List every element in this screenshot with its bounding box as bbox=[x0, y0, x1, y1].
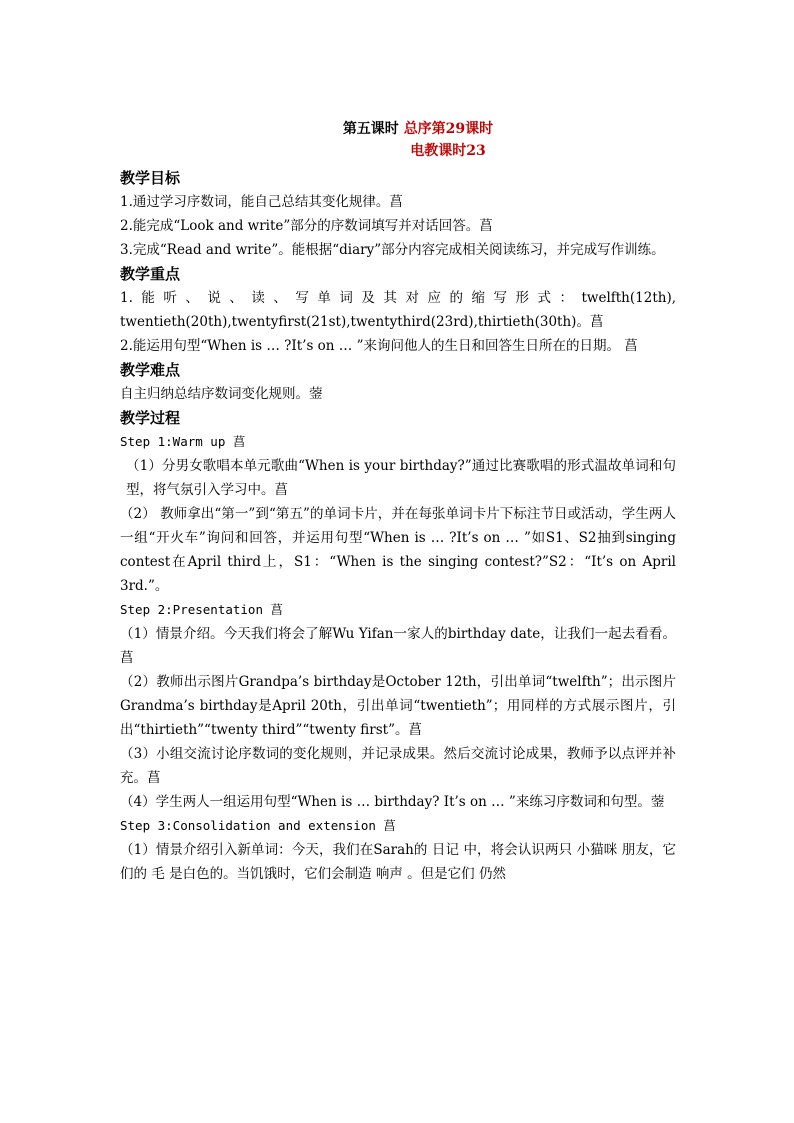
step1-item: （2） 教师拿出“第一”到“第五”的单词卡片，并在每张单词卡片下标注节日或活动，学生两人一组“开火车”询问和回答，并运用句型“When is … ?It’s on … ”如S1、S2抽到singing contest在April third上，S1：“When is the singing contest?”S2：“It’s on April 3rd.”。 bbox=[120, 506, 676, 594]
goal-item: 2.能完成“Look and write”部分的序数词填写并对话回答。菖 bbox=[120, 218, 493, 234]
key-point-item: 2.能运用句型“When is … ?It’s on … ”来询问他人的生日和回答生日所在的日期。 菖 bbox=[120, 338, 638, 354]
lesson-title-prefix: 第五课时 bbox=[342, 121, 399, 137]
key-point-item: 1.能听、说、读、写单词及其对应的缩写形式：twelfth(12th), twentieth(20th),twentyfirst(21st),twentythird(23rd),thirtieth(30th)。菖 bbox=[120, 290, 676, 330]
goal-item: 3.完成“Read and write”。能根据“diary”部分内容完成相关阅读练习，并完成写作训练。 bbox=[120, 242, 665, 258]
lesson-subtitle: 电教课时23 bbox=[410, 143, 486, 159]
step2-title: Step 2:Presentation 菖 bbox=[120, 602, 284, 617]
process-heading: 教学过程 bbox=[120, 409, 181, 427]
step3-item: （1）情景介绍引入新单词：今天，我们在Sarah的 日记 中，将会认识两只 小猫咪 朋友，它们的 毛 是白色的。当饥饿时，它们会制造 响声 。但是它们 仍然 bbox=[120, 842, 676, 882]
step2-item: （1）情景介绍。今天我们将会了解Wu Yifan一家人的birthday date，让我们一起去看看。菖 bbox=[120, 626, 676, 666]
goals-heading: 教学目标 bbox=[120, 169, 181, 187]
lesson-title bbox=[160, 118, 676, 140]
step2-item: （2）教师出示图片Grandpa’s birthday是October 12th，引出单词“twelfth”；出示图片Grandma’s birthday是April 20th，引出单词“twentieth”；用同样的方式展示图片，引出“thirtieth”“twenty third”“twenty first”。菖 bbox=[120, 674, 676, 738]
step1-item: （1）分男女歌唱本单元歌曲“When is your birthday?”通过比赛歌唱的形式温故单词和句型，将气氛引入学习中。菖 bbox=[126, 458, 676, 498]
step2-item: （3）小组交流讨论序数词的变化规则，并记录成果。然后交流讨论成果，教师予以点评并补充。菖 bbox=[120, 746, 676, 786]
step2-item: （4）学生两人一组运用句型“When is … birthday? It’s on … ”来练习序数词和句型。蓥 bbox=[120, 794, 665, 810]
difficulty-item: 自主归纳总结序数词变化规则。蓥 bbox=[120, 386, 323, 402]
key-points-heading: 教学重点 bbox=[120, 265, 181, 283]
goal-item: 1.通过学习序数词，能自己总结其变化规律。菖 bbox=[120, 194, 403, 210]
document-page bbox=[120, 118, 676, 886]
difficulty-heading: 教学难点 bbox=[120, 361, 181, 379]
step1-title: Step 1:Warm up 菖 bbox=[120, 434, 246, 449]
step3-title: Step 3:Consolidation and extension 菖 bbox=[120, 818, 396, 833]
lesson-title-total: 总序第29课时 bbox=[403, 121, 494, 137]
